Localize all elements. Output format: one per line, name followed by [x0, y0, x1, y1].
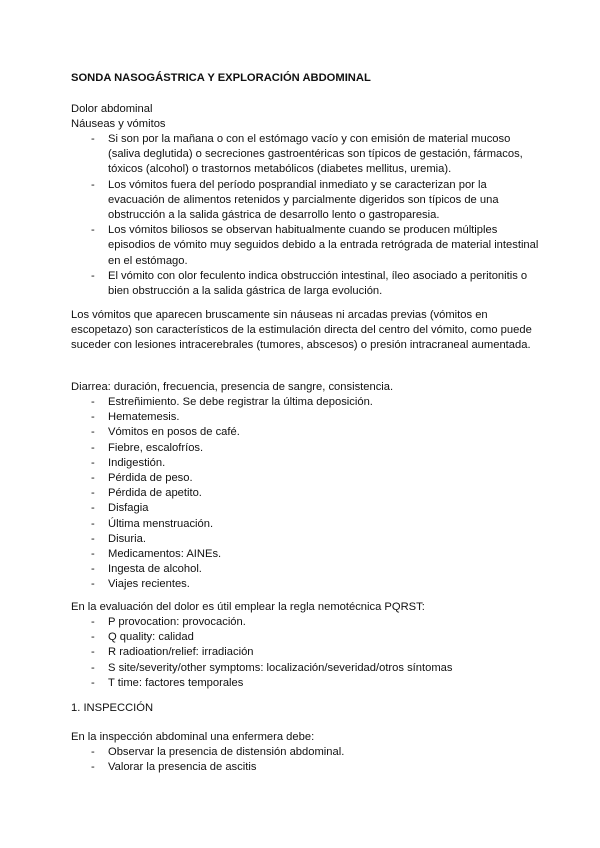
list-item: - Pérdida de apetito. [71, 486, 541, 501]
pqrst-list [71, 615, 541, 691]
document-title: SONDA NASOGÁSTRICA Y EXPLORACIÓN ABDOMINAL [71, 72, 371, 84]
list-item: - Pérdida de peso. [71, 471, 541, 486]
list-item: - Medicamentos: AINEs. [71, 547, 541, 562]
list-item: - Última menstruación. [71, 517, 541, 532]
pqrst-heading: En la evaluación del dolor es útil emplear la regla nemotécnica PQRST: [71, 601, 425, 613]
list-item: - Vómitos en posos de café. [71, 425, 541, 440]
section-inspeccion-heading: 1. INSPECCIÓN [71, 702, 154, 714]
list-item: - Estreñimiento. Se debe registrar la última deposición. [71, 395, 541, 410]
list-item: - Fiebre, escalofríos. [71, 441, 541, 456]
list-item: - Si son por la mañana o con el estómago vacío y con emisión de material mucoso (saliva deglutida) o secreciones gastroentéricas son típicos de gestación, fármacos, tóxicos (alcohol) o trastornos metabólicos (diabetes mellitus, uremia). [71, 132, 541, 178]
list-item: - S site/severity/other symptoms: localización/severidad/otros síntomas [71, 661, 541, 676]
list-item: - Viajes recientes. [71, 577, 541, 592]
list-item: - El vómito con olor feculento indica obstrucción intestinal, íleo asociado a peritonitis o bien obstrucción a la salida gástrica de larga evolución. [71, 269, 541, 299]
list-item: - Disfagia [71, 501, 541, 516]
intro-line-nauseas: Náuseas y vómitos [71, 118, 166, 131]
inspeccion-list [71, 745, 541, 775]
list-item: - Disuria. [71, 532, 541, 547]
diarrea-list [71, 395, 541, 593]
list-item: - Observar la presencia de distensión abdominal. [71, 745, 541, 760]
list-item: - Hematemesis. [71, 410, 541, 425]
vomit-paragraph: Los vómitos que aparecen bruscamente sin náuseas ni arcadas previas (vómitos en escopetazo) son característicos de la estimulación directa del centro del vómito, como puede suceder con lesiones intracerebrales (tumores, abscesos) o presión intracraneal aumentada. [71, 309, 532, 352]
list-item: - Q quality: calidad [71, 630, 541, 645]
intro-block [71, 102, 541, 132]
list-item: - P provocation: provocación. [71, 615, 541, 630]
list-item: - Valorar la presencia de ascitis [71, 760, 541, 775]
list-item: - R radioation/relief: irradiación [71, 645, 541, 660]
list-item: - Los vómitos fuera del período posprandial inmediato y se caracterizan por la evacuación de alimentos retenidos y parcialmente digeridos son típicos de una obstrucción a la salida gástrica de desarrollo lento o gastroparesia. [71, 178, 541, 224]
vomit-list [71, 132, 541, 299]
list-item: - Indigestión. [71, 456, 541, 471]
list-item: - T time: factores temporales [71, 676, 541, 691]
diarrea-heading: Diarrea: duración, frecuencia, presencia de sangre, consistencia. [71, 381, 394, 393]
intro-line-dolor: Dolor abdominal [71, 103, 153, 115]
inspeccion-intro: En la inspección abdominal una enfermera debe: [71, 731, 315, 743]
list-item: - Ingesta de alcohol. [71, 562, 541, 577]
list-item: - Los vómitos biliosos se observan habitualmente cuando se producen múltiples episodios de vómito muy seguidos debido a la entrada retrógrada de material intestinal en el estómago. [71, 223, 541, 269]
